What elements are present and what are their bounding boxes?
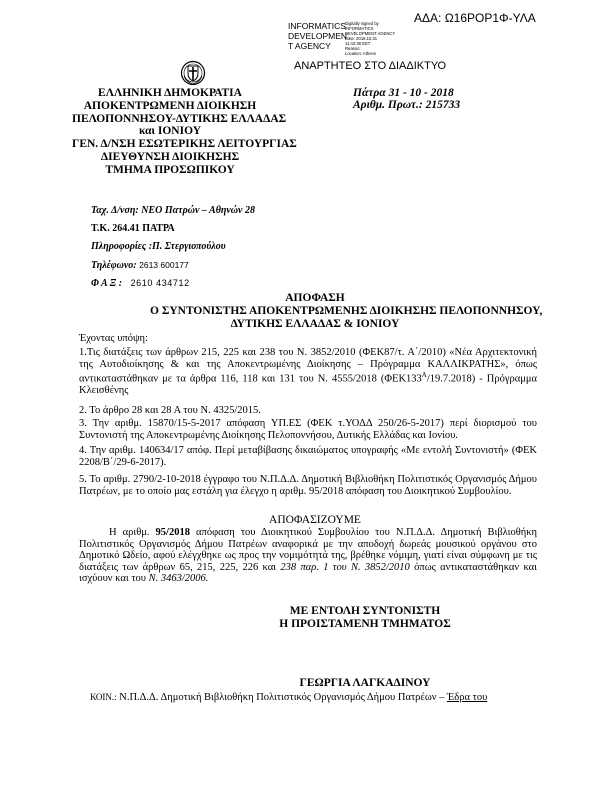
signature-line: Η ΠΡΟΙΣΤΑΜΕΝΗ ΤΜΗΜΑΤΟΣ [279,617,451,630]
fax-value: 2610 434712 [130,278,190,288]
title-line: Ο ΣΥΝΤΟΝΙΣΤΗΣ ΑΠΟΚΕΝΤΡΩΜΕΝΗΣ ΔΙΟΙΚΗΣΗΣ ΠΕΛΟΠΟΝΝΗΣΟΥ, [150,304,543,317]
considering-label: Έχοντας υπόψη: [79,333,148,344]
cc-label: ΚΟΙΝ.: [90,692,117,702]
decision-paragraph [79,527,537,585]
issuer-line: ΤΜΗΜΑ ΠΡΟΣΩΠΙΚΟΥ [105,163,235,176]
postal-code: Τ.Κ. 264.41 ΠΑΤΡΑ [91,223,175,234]
stamp-details [345,21,395,56]
item-1-text: 1.Τις διατάξεις των άρθρων 215, 225 και 238 του Ν. 3852/2010 (ΦΕΚ87/τ. Α΄/2010) «Νέα Αρχιτεκτονική της Αυτοδιοίκησης & και της Αποκεντρωμένης Διοίκησης – Πρόγραμμα ΚΑΛΛΙΚΡΑΤΗΣ», όπως αντικαταστάθηκαν με τα άρθρα 116, 118 και 131 του Ν. 4555/2018 (ΦΕΚ133 [79,347,537,385]
stamp-line: T AGENCY [288,41,331,51]
greek-emblem-icon [180,60,206,86]
issuer-block [72,87,297,177]
info-value: Π. Στεργιοπούλου [152,241,226,252]
decision-title [150,292,543,330]
item-1-sup: Α [421,371,427,380]
posting-note: ΑΝΑΡΤΗΤΕΟ ΣΤΟ ΔΙΑΔΙΚΤΥΟ [294,60,447,72]
signatory-name: ΓΕΩΡΓΙΑ ΛΑΓΚΑΔΙΝΟΥ [299,677,431,689]
list-item-2: 2. Το άρθρο 28 και 28 Α του Ν. 4325/2015. [79,405,261,416]
cc-line [90,692,487,704]
title-line: ΑΠΟΦΑΣΗ [285,292,345,304]
list-item-5: 5. Το αριθμ. 2790/2-10-2018 έγγραφο του Ν.Π.Δ.Δ. Δημοτική Βιβλιοθήκη Πολιτιστικός Οργανισμός Δήμου Πατρέων, με το οποίο μας εστάλη για έλεγχο η αριθμ. 95/2018 απόφαση του Διοικητικού Συμβουλίου. [79,474,537,497]
signature-block [260,605,470,631]
list-item-1 [79,347,537,397]
list-item-4: 4. Την αριθμ. 140634/17 απόφ. Περί μεταβίβασης δικαιώματος υπογραφής «Με εντολή Συντονιστή» (ΦΕΚ 2208/Β΄/29-6-2017). [79,445,537,468]
issuer-line: ΑΠΟΚΕΝΤΡΩΜΕΝΗ ΔΙΟΙΚΗΣΗ [83,99,257,112]
stamp-detail-line: Date: 2018.10.31 [345,36,378,41]
phone-value: 2613 600177 [139,260,189,270]
issuer-line: ΔΙΕΥΘΥΝΣΗ ΔΙΟΙΚΗΣΗΣ [100,150,240,163]
list-item-3: 3. Την αριθμ. 15870/15-5-2017 απόφαση ΥΠ.ΕΣ (ΦΕΚ τ.ΥΟΔΔ 250/26-5-2017) περί διορισμού του Συντονιστή της Αποκεντρωμένης Διοίκησης Πελοποννήσου, Δυτικής Ελλάδας και Ιονίου. [79,418,537,441]
decision-text-tail: όπως αντικαταστάθηκαν και ισχύουν και του [79,561,537,585]
title-line: ΔΥΤΙΚΗΣ ΕΛΛΑΔΑΣ & ΙΟΝΙΟΥ [230,317,400,330]
stamp-detail-line: DEVELOPMENT AGENCY [345,31,396,36]
decision-intro: Η αριθμ. [109,527,150,538]
stamp-detail-line: Digitally signed by [345,21,379,26]
stamp-detail-line: Reason: [345,46,361,51]
info-row [91,241,226,252]
decide-heading: ΑΠΟΦΑΣΙΖΟΥΜΕ [269,514,361,526]
fax-row [91,278,190,289]
issuer-line: και ΙΟΝΙΟΥ [138,125,202,138]
decision-text: απόφαση του Διοικητικού Συμβουλίου του Ν.Π.Δ.Δ. Δημοτική Βιβλιοθήκη Πολιτιστικός Οργανισμός Δήμου Πατρέων αναφορικά με την αποδοχή δωρεάς μουσικού οργάνου στο Δημοτικό Ωδείο, αφού ελέγχθηκε ως προς την νομιμότητά της, βρέθηκε νόμιμη, γιατί είναι σύμφωνη με τις διατάξεις των άρθρων 65, 215, 225, 226 και [79,527,538,573]
protocol-number: Αριθμ. Πρωτ.: 215733 [353,99,461,111]
signature-line: ΜΕ ΕΝΤΟΛΗ ΣΥΝΤΟΝΙΣΤΗ [289,605,441,617]
phone-label: Τηλέφωνο: [91,260,137,271]
decision-italic-end: Ν. 3463/2006. [148,573,209,585]
stamp-detail-line: 11:42:38 EET [345,41,371,46]
fax-label: Φ Α Ξ : [91,278,123,289]
ada-code: ΑΔΑ: Ω16ΡΟΡ1Φ-ΥΛΑ [414,11,536,25]
decision-number: 95/2018 [155,527,190,538]
cc-text: Ν.Π.Δ.Δ. Δημοτική Βιβλιοθήκη Πολιτιστικός Οργανισμός Δήμου Πατρέων – [116,692,447,703]
decision-italic: 238 παρ. 1 του Ν. 3852/2010 [280,561,410,573]
issuer-line: ΕΛΛΗΝΙΚΗ ΔΗΜΟΚΡΑΤΙΑ [98,87,242,99]
issuer-line: ΠΕΛΟΠΟΝΝΗΣΟΥ-ΔΥΤΙΚΗΣ ΕΛΛΑΔΑΣ [72,112,287,125]
phone-row [91,260,189,271]
stamp-detail-line: INFORMATICS [345,26,374,31]
stamp-detail-line: Location: Athens [345,51,376,56]
cc-underlined: Έδρα του [447,692,488,703]
info-label: Πληροφορίες : [91,241,153,252]
stamp-line: INFORMATICS [288,21,346,31]
stamp-line: DEVELOPMEN [288,31,348,41]
item-1-tail: /19.7.2018) - Πρόγραμμα Κλεισθένης [79,373,538,397]
address: Ταχ. Δ/νση: ΝΕΟ Πατρών – Αθηνών 28 [91,205,255,216]
signature-stamp [288,21,347,51]
issuer-line: ΓΕΝ. Δ/ΝΣΗ ΕΣΩΤΕΡΙΚΗΣ ΛΕΙΤΟΥΡΓΙΑΣ [72,138,297,151]
date-line: Πάτρα 31 - 10 - 2018 [353,87,454,99]
